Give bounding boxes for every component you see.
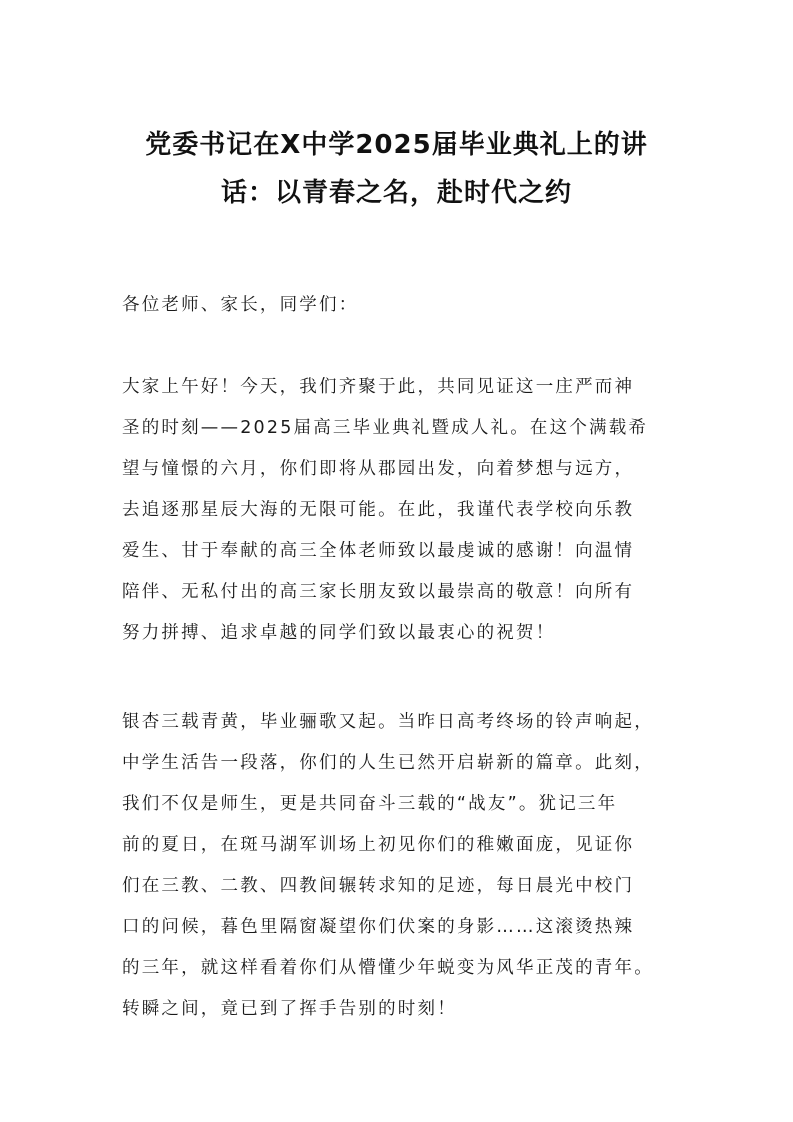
paragraph-line: 我们不仅是师生，更是共同奋斗三载的“战友”。犹记三年 — [122, 794, 618, 814]
paragraph-memories — [122, 702, 692, 1030]
salutation — [122, 285, 692, 326]
paragraph-line: 前的夏日，在斑马湖军训场上初见你们的稚嫩面庞，见证你 — [122, 835, 635, 855]
title-line: 党委书记在X中学2025届毕业典礼上的讲 — [145, 130, 648, 160]
paragraph-line: 转瞬之间，竟已到了挥手告别的时刻！ — [122, 999, 457, 1019]
paragraph-line: 银杏三载青黄，毕业骊歌又起。当昨日高考终场的铃声响起， — [122, 712, 654, 732]
document-title — [100, 121, 693, 217]
paragraph-line: 大家上午好！今天，我们齐聚于此，共同见证这一庄严而神 — [122, 377, 635, 397]
paragraph-line: 爱生、甘于奉献的高三全体老师致以最虔诚的感谢！向温情 — [122, 541, 635, 561]
paragraph-line: 中学生活告一段落，你们的人生已然开启崭新的篇章。此刻， — [122, 753, 654, 773]
paragraph-line: 望与憧憬的六月，你们即将从郡园出发，向着梦想与远方， — [122, 459, 635, 479]
paragraph-line: 去追逐那星辰大海的无限可能。在此，我谨代表学校向乐教 — [122, 500, 635, 520]
title-line: 话：以青春之名，赴时代之约 — [220, 178, 572, 208]
paragraph-line: 陪伴、无私付出的高三家长朋友致以最崇高的敬意！向所有 — [122, 582, 635, 602]
paragraph-line: 努力拼搏、追求卓越的同学们致以最衷心的祝贺！ — [122, 623, 556, 643]
paragraph-line: 们在三教、二教、四教间辗转求知的足迹，每日晨光中校门 — [122, 876, 635, 896]
paragraph-line: 的三年，就这样看着你们从懵懂少年蜕变为风华正茂的青年。 — [122, 958, 654, 978]
paragraph-line: 圣的时刻——2025届高三毕业典礼暨成人礼。在这个满载希 — [122, 418, 649, 438]
salutation-text: 各位老师、家长，同学们： — [122, 295, 359, 315]
paragraph-line: 口的问候，暮色里隔窗凝望你们伏案的身影……这滚烫热辣 — [122, 917, 635, 937]
paragraph-opening — [122, 367, 692, 654]
